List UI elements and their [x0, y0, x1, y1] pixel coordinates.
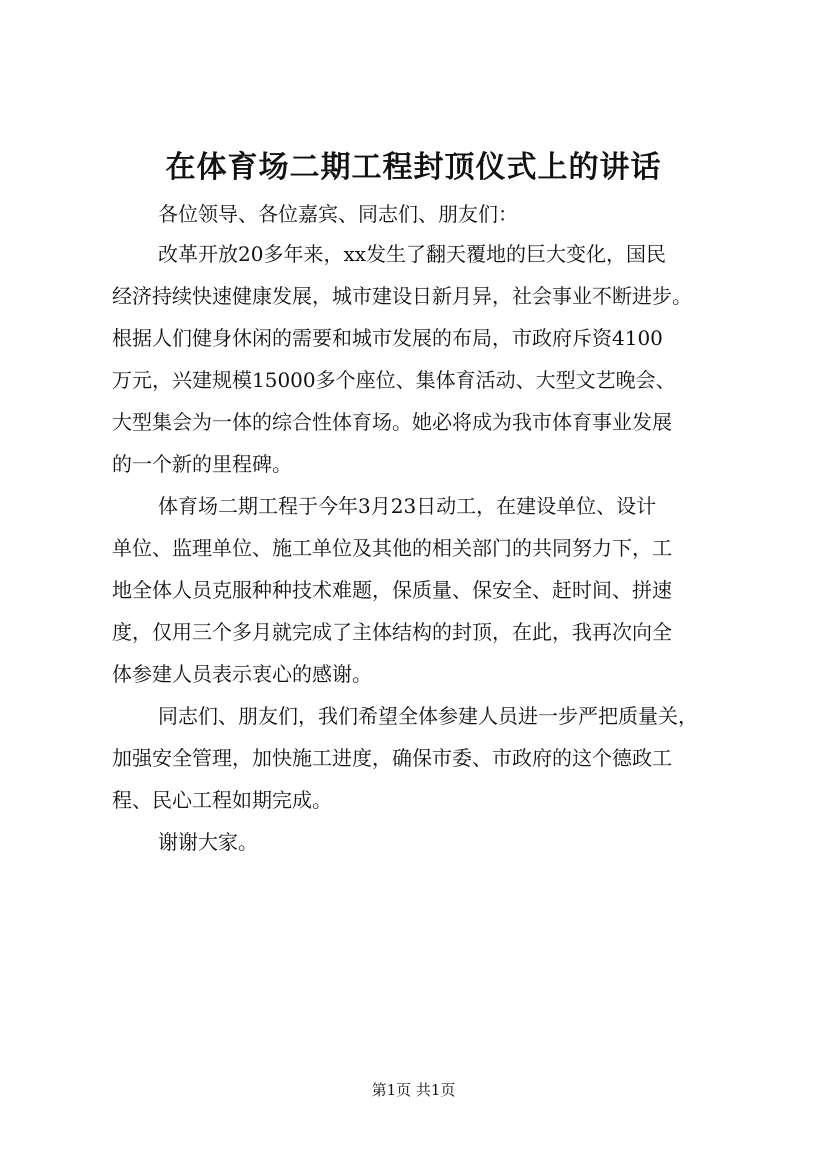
- closing-line: 谢谢大家。: [158, 830, 258, 854]
- paragraph-2-line-3: 地全体人员克服种种技术难题，保质量、保安全、赶时间、拼速: [112, 578, 672, 602]
- paragraph-1-line-4: 万元，兴建规模15000多个座位、集体育活动、大型文艺晚会、: [112, 368, 676, 392]
- paragraph-1-line-3: 根据人们健身休闲的需要和城市发展的布局，市政府斥资4100: [112, 326, 663, 350]
- document-title: 在体育场二期工程封顶仪式上的讲话: [165, 150, 662, 185]
- paragraph-1-line-5: 大型集会为一体的综合性体育场。她必将成为我市体育事业发展: [112, 410, 672, 434]
- page-footer: 第1页 共1页: [371, 1081, 456, 1099]
- paragraph-1-line-2: 经济持续快速健康发展，城市建设日新月异，社会事业不断进步。: [112, 284, 692, 308]
- paragraph-2-line-4: 度，仅用三个多月就完成了主体结构的封顶，在此，我再次向全: [112, 620, 672, 644]
- paragraph-2-line-2: 单位、监理单位、施工单位及其他的相关部门的共同努力下，工: [112, 536, 672, 560]
- paragraph-1-line-1: 改革开放20多年来，xx发生了翻天覆地的巨大变化，国民: [158, 242, 667, 266]
- paragraph-3-line-2: 加强安全管理，加快施工进度，确保市委、市政府的这个德政工: [112, 746, 672, 770]
- paragraph-3-line-3: 程、民心工程如期完成。: [112, 788, 332, 812]
- paragraph-3-line-1: 同志们、朋友们，我们希望全体参建人员进一步严把质量关，: [158, 704, 698, 728]
- salutation-line: 各位领导、各位嘉宾、同志们、朋友们：: [158, 202, 518, 226]
- paragraph-1-line-6: 的一个新的里程碑。: [112, 452, 292, 476]
- paragraph-2-line-1: 体育场二期工程于今年3月23日动工，在建设单位、设计: [158, 494, 657, 518]
- paragraph-2-line-5: 体参建人员表示衷心的感谢。: [112, 662, 372, 686]
